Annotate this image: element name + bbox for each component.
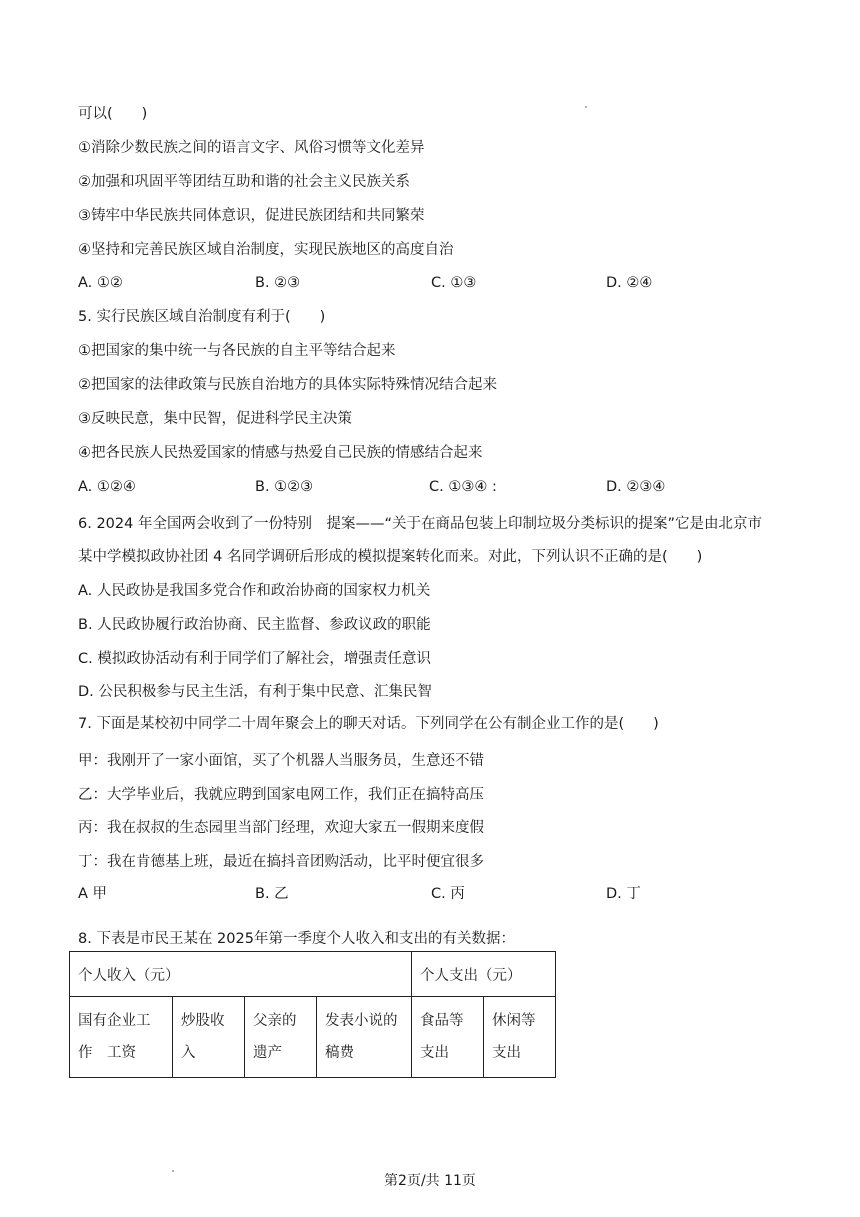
q5-option-a: A. ①②④ <box>78 479 136 495</box>
cell-line-2: 支出 <box>420 1045 449 1061</box>
q6-option-c: C. 模拟政协活动有利于同学们了解社会，增强责任意识 <box>78 651 431 667</box>
cell-food-expense <box>412 997 484 1078</box>
q8-stem: 8. 下表是市民王某在 2025年第一季度个人收入和支出的有关数据： <box>78 931 515 947</box>
q4-item-1: ①消除少数民族之间的语言文字、风俗习惯等文化差异 <box>78 140 425 156</box>
q6-option-a: A. 人民政协是我国多党合作和政治协商的国家权力机关 <box>78 583 431 599</box>
cell-royalty <box>317 997 412 1078</box>
income-header-cell <box>70 952 412 997</box>
q4-option-d: D. ②④ <box>606 275 653 291</box>
cell-state-enterprise-wage <box>70 997 173 1078</box>
cell-line-2: 遗产 <box>253 1045 282 1061</box>
page-footer: 第2页/共 11页 <box>384 1173 476 1189</box>
cell-line-1: 食品等 <box>420 1013 464 1029</box>
cell-stock-income <box>173 997 245 1078</box>
q4-option-a: A. ①② <box>78 275 123 291</box>
q5-option-b: B. ①②③ <box>255 479 314 495</box>
q5-item-1: ①把国家的集中统一与各民族的自主平等结合起来 <box>78 343 396 359</box>
cell-line-1: 休闲等 <box>492 1013 536 1029</box>
cell-leisure-expense <box>484 997 556 1078</box>
cell-line-1: 炒股收 <box>181 1013 225 1029</box>
q7-option-c: C. 丙 <box>431 886 465 902</box>
cell-line-2: 支出 <box>492 1045 521 1061</box>
cell-line-2: 稿费 <box>325 1045 354 1061</box>
q4-option-b: B. ②③ <box>255 275 301 291</box>
q5-item-4: ④把各民族人民热爱国家的情感与热爱自己民族的情感结合起来 <box>78 445 483 461</box>
q4-stem-tail: 可以( ) <box>78 106 148 122</box>
cell-line-1: 发表小说的 <box>325 1013 398 1029</box>
stray-dot <box>585 106 587 108</box>
q7-option-a: A 甲 <box>78 886 108 902</box>
q7-option-d: D. 丁 <box>606 886 641 902</box>
q7-option-b: B. 乙 <box>255 886 289 902</box>
q7-item-jia: 甲：我刚开了一家小面馆，买了个机器人当服务员，生意还不错 <box>78 753 484 769</box>
expense-header: 个人支出（元） <box>420 967 522 984</box>
q7-item-yi: 乙：大学毕业后，我就应聘到国家电网工作，我们正在搞特高压 <box>78 787 484 803</box>
q5-option-d: D. ②③④ <box>606 479 666 495</box>
q5-item-2: ②把国家的法律政策与民族自治地方的具体实际特殊情况结合起来 <box>78 377 497 393</box>
income-expense-table <box>69 951 556 1078</box>
q7-stem: 7. 下面是某校初中同学二十周年聚会上的聊天对话。下列同学在公有制企业工作的是( ) <box>78 716 659 732</box>
q4-option-c: C. ①③ <box>431 275 477 291</box>
q6-option-d: D. 公民积极参与民主生活，有利于集中民意、汇集民智 <box>78 684 432 700</box>
income-header: 个人收入（元） <box>78 967 180 984</box>
cell-inheritance <box>245 997 317 1078</box>
q6-stem-line-1: 6. 2024 年全国两会收到了一份特别 提案——“关于在商品包装上印制垃圾分类标识的提案”它是由北京市 <box>78 516 762 532</box>
q4-item-2: ②加强和巩固平等团结互助和谐的社会主义民族关系 <box>78 174 410 190</box>
expense-header-cell <box>412 952 556 997</box>
q7-item-ding: 丁：我在肯德基上班，最近在搞抖音团购活动，比平时便宜很多 <box>78 854 484 870</box>
cell-line-1: 国有企业工 <box>78 1013 151 1029</box>
cell-line-2: 入 <box>181 1045 196 1061</box>
q4-item-3: ③铸牢中华民族共同体意识，促进民族团结和共同繁荣 <box>78 208 425 224</box>
cell-line-1: 父亲的 <box>253 1013 297 1029</box>
q6-option-b: B. 人民政协履行政治协商、民主监督、参政议政的职能 <box>78 617 431 633</box>
q5-stem: 5. 实行民族区域自治制度有利于( ) <box>78 309 326 325</box>
q4-item-4: ④坚持和完善民族区域自治制度，实现民族地区的高度自治 <box>78 242 454 258</box>
cell-line-2: 作 工资 <box>78 1045 136 1061</box>
q6-stem-line-2: 某中学模拟政协社团 4 名同学调研后形成的模拟提案转化而来。对此，下列认识不正确的是( ) <box>78 549 703 565</box>
q7-item-bing: 丙：我在叔叔的生态园里当部门经理，欢迎大家五一假期来度假 <box>78 820 484 836</box>
q5-option-c: C. ①③④ : <box>429 479 497 495</box>
q5-item-3: ③反映民意，集中民智，促进科学民主决策 <box>78 411 352 427</box>
